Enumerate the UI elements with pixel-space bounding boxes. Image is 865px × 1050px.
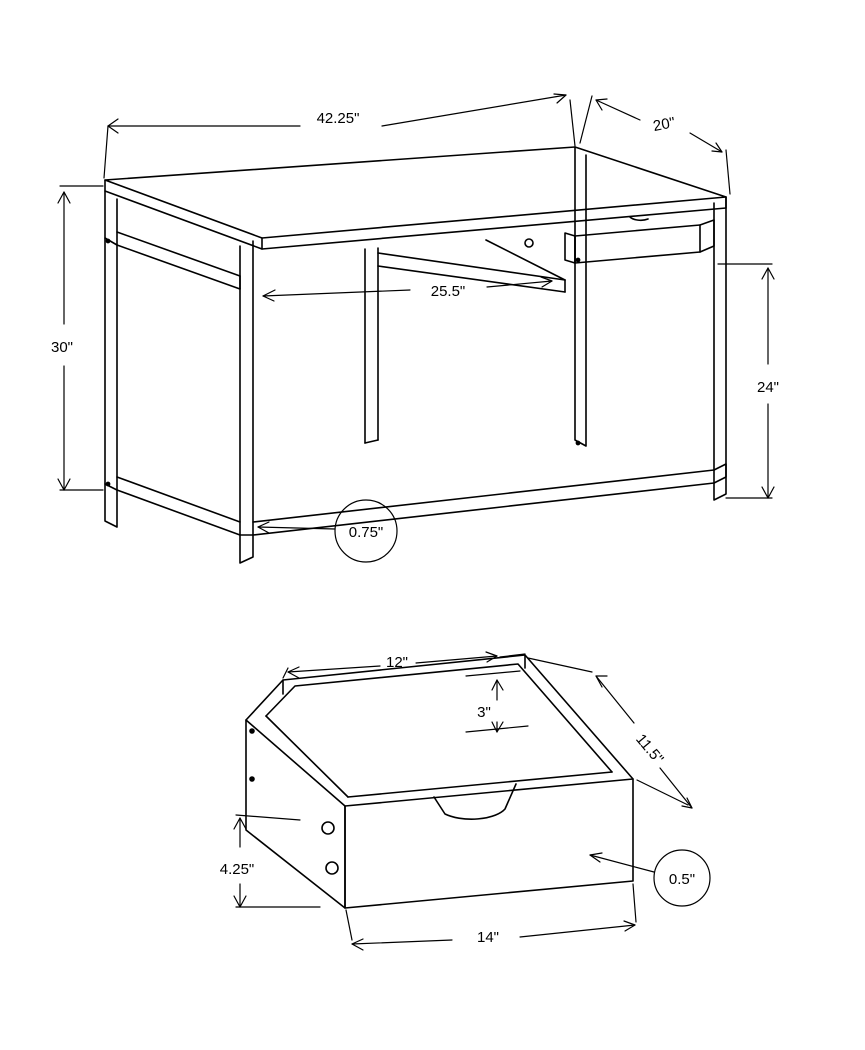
drawer-screw-mark-1 — [250, 729, 254, 733]
dim-drawer-width-arrow-left — [288, 667, 299, 678]
desk-screw-mark-2 — [106, 482, 109, 485]
desk-leg-left-front-lower — [240, 241, 253, 563]
dim-drawer-front-w-left-arm — [352, 940, 452, 944]
drawer-left-side-panel — [246, 720, 345, 908]
drawer-slide-hole-1 — [322, 822, 334, 834]
dim-drawer-depth-upper-arm — [596, 676, 634, 723]
dim-drawer-front-w-right-arm — [520, 925, 635, 937]
dim-label-drawer-interior-height: 3" — [477, 704, 491, 721]
dim-label-desk-clearance-height: 24" — [756, 379, 780, 396]
drawer-right-end-panel — [700, 220, 714, 252]
desk-stretcher-front-upper — [253, 470, 714, 522]
dim-drawer-depth-lower-arm — [660, 768, 692, 808]
dim-label-desk-height: 30" — [50, 339, 74, 356]
drawer-front-face — [575, 225, 700, 263]
desk-dimension-lines — [58, 94, 774, 562]
dim-desk-width-arrow-right — [554, 94, 566, 103]
dim-desk-width-ext-right — [570, 100, 575, 146]
desk-stretcher-front-end — [714, 464, 726, 483]
drawer-pull-handle — [630, 217, 648, 220]
desk-screw-mark-3 — [576, 258, 579, 261]
dim-desk-depth-arm-right — [690, 133, 722, 152]
dim-desk-depth-ext-right — [726, 150, 730, 194]
dim-desk-width-right-arm — [382, 95, 566, 126]
desk-rear-apron-lower — [378, 266, 565, 292]
dim-label-drawer-interior-width: 12" — [385, 654, 409, 671]
drawer-slide-hole-2 — [326, 862, 338, 874]
desk-stretcher-left-lower — [117, 490, 240, 535]
dim-drawer-front-w-ext-right — [633, 884, 636, 922]
dim-desk-clear-left-arm — [263, 290, 410, 296]
dim-label-drawer-depth: 11.5" — [632, 730, 667, 768]
desk-center-post-foot — [365, 440, 378, 443]
drawer-dimension-lines — [234, 652, 710, 950]
dim-label-drawer-front-height: 4.25" — [219, 861, 255, 878]
desk-top-surface — [105, 147, 726, 238]
desk-top-front-edge — [262, 197, 726, 249]
drawer-inner-left-rim — [266, 716, 348, 797]
dim-label-drawer-front-width: 14" — [476, 929, 500, 946]
dim-label-drawer-thickness: 0.5" — [668, 871, 696, 888]
desk-leg-right-rear — [714, 197, 726, 500]
dim-label-desk-width: 42.25" — [316, 110, 360, 127]
dim-drawer-thickness-leader — [590, 855, 654, 872]
dim-desk-width-ext-left — [104, 126, 108, 178]
dim-drawer-width-ext-left — [283, 668, 288, 678]
drawer-screw-mark-2 — [250, 777, 254, 781]
desk-stretcher-left-upper — [117, 477, 240, 522]
dim-label-desk-thickness: 0.75" — [348, 524, 384, 541]
dim-drawer-front-w-arrow-left — [352, 939, 363, 950]
desk-fastener-dot — [525, 239, 533, 247]
drawer-front-panel — [345, 779, 633, 908]
desk-screw-mark-4 — [576, 441, 579, 444]
dim-desk-depth-ext-left — [580, 96, 592, 143]
desk-stretcher-front-lower — [253, 483, 714, 535]
drawer-front-notch — [434, 784, 516, 819]
desk-rail-left-upper — [117, 232, 240, 276]
desk-screw-mark-1 — [106, 239, 109, 242]
desk-leg-right-front — [575, 147, 586, 446]
dim-drawer-front-w-ext-left — [346, 910, 352, 940]
drawer-detail-drawing — [234, 652, 710, 950]
drawer-left-end-panel — [565, 233, 575, 263]
dim-label-desk-clearance-width: 25.5" — [430, 283, 466, 300]
desk-assembly-drawing — [58, 94, 774, 563]
drawer-inner-rim — [266, 664, 612, 772]
desk-rail-left-lower — [117, 245, 240, 289]
dim-label-desk-depth: 20" — [651, 114, 677, 136]
dim-drawer-inner-h-ext-top — [466, 671, 520, 676]
desk-top-left-edge — [105, 180, 262, 249]
